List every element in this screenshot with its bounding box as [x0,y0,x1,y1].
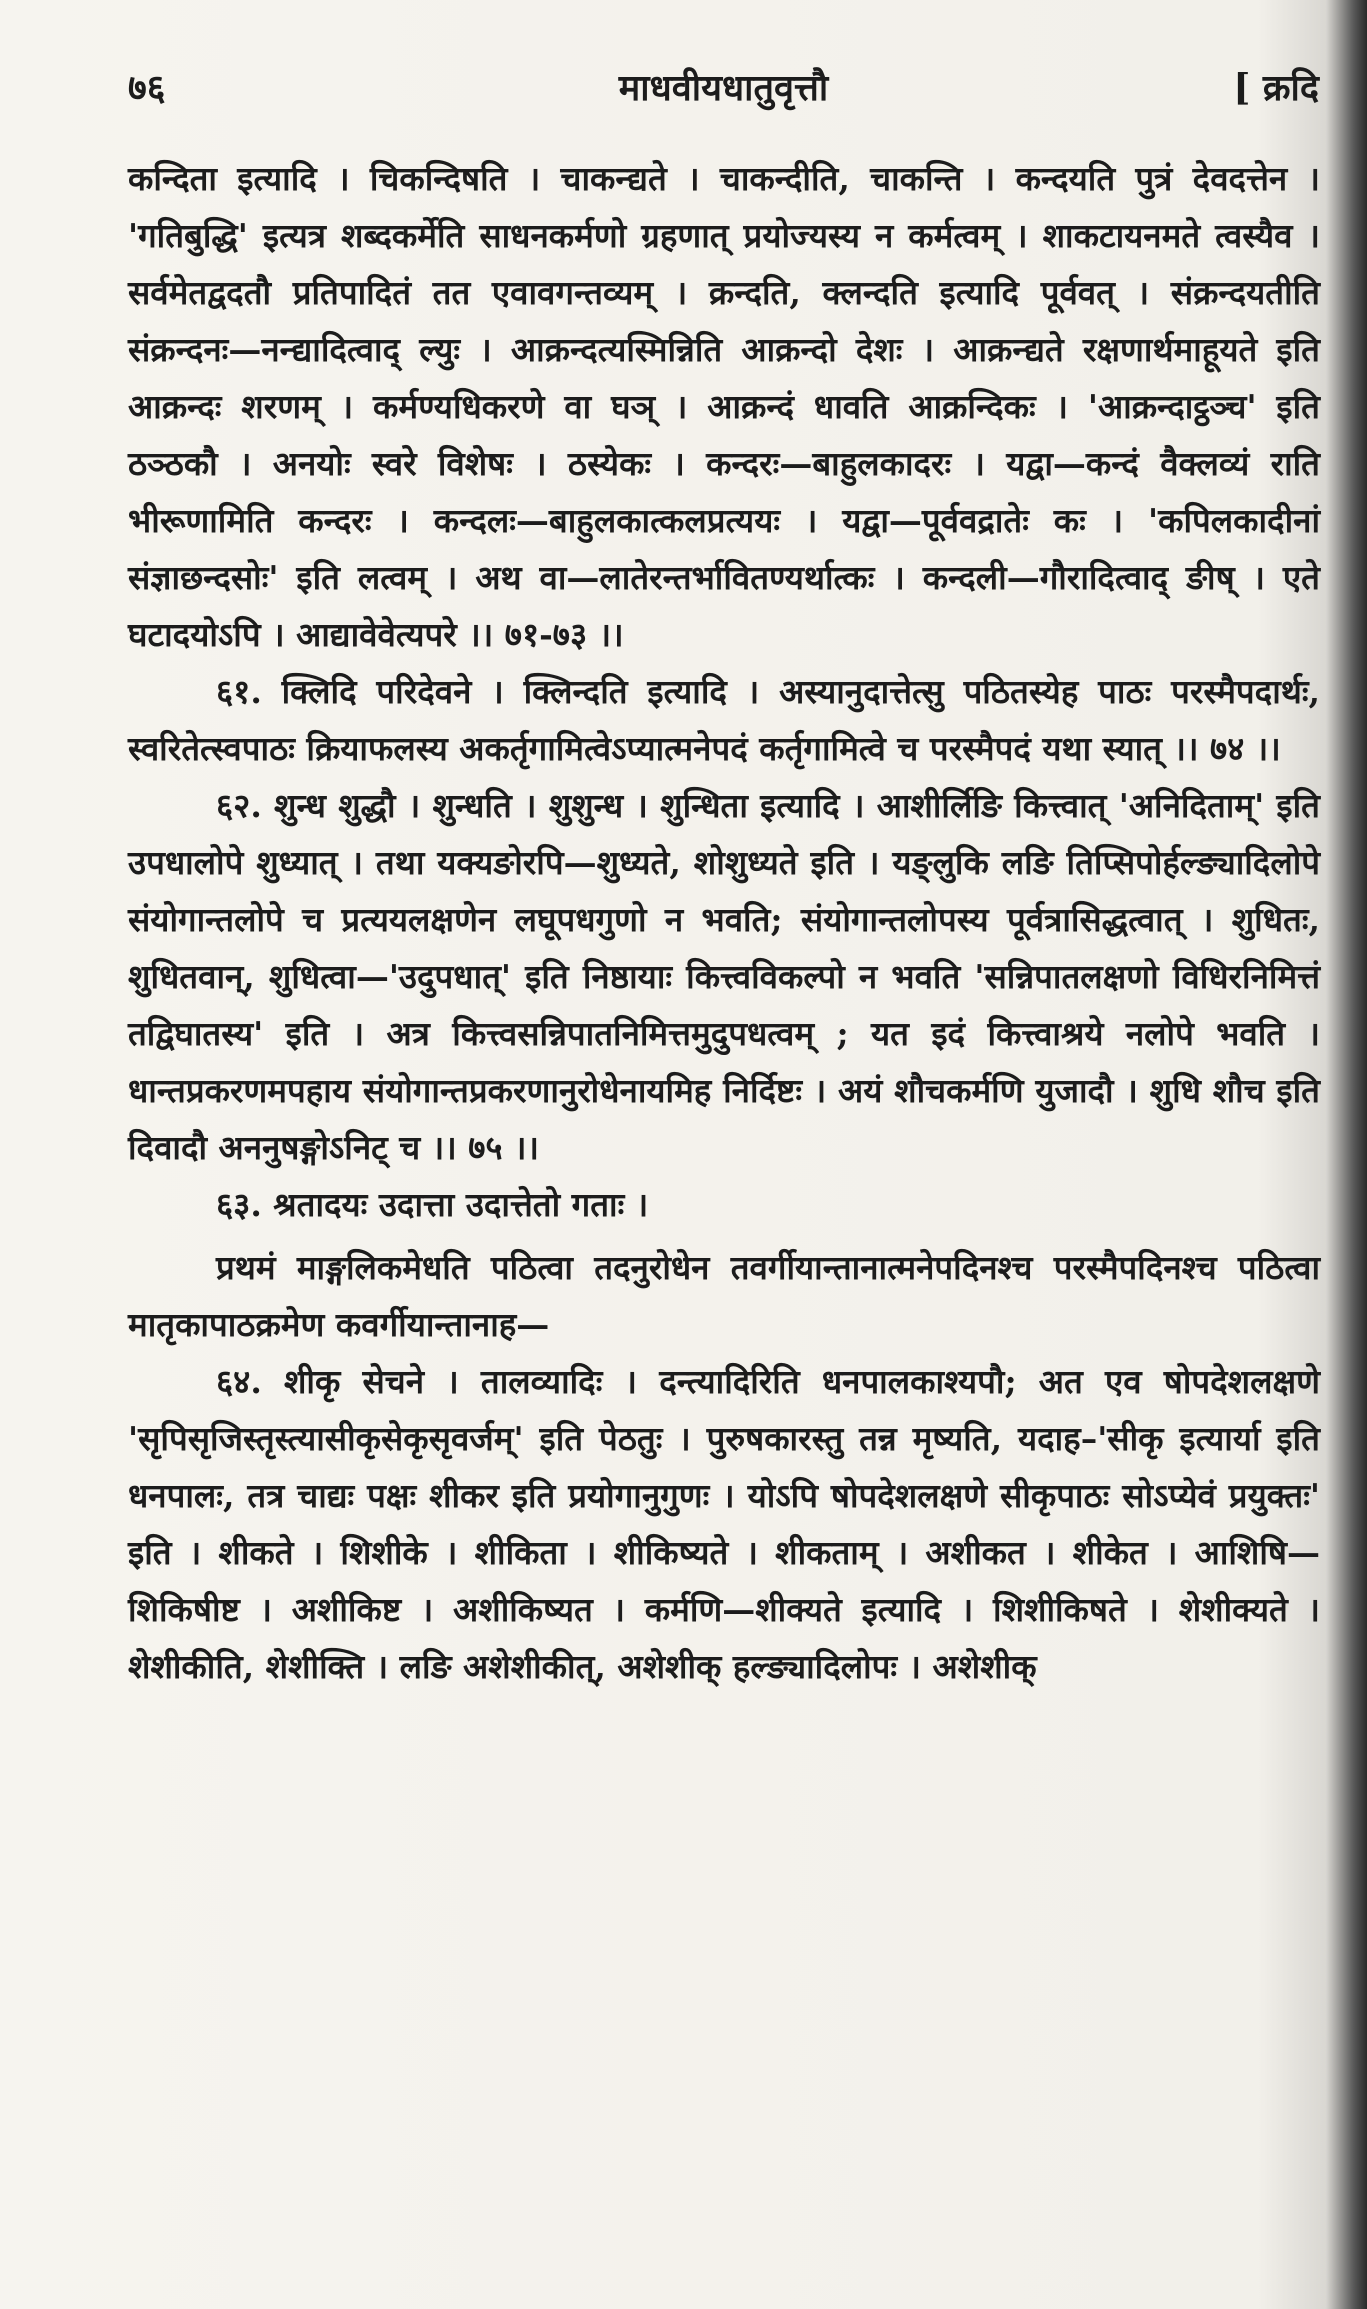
paragraph-63: ६३. श्रतादयः उदात्ता उदात्तेतो गताः । [216,1185,649,1224]
paragraph-64: ६४. शीकृ सेचने । तालव्यादिः । दन्त्यादिरिति धनपालकाश्यपौ; अत एव षोपदेशलक्षणे 'सृपिसृजिस्तृस्त्यासीकृसेकृसृवर्जम्' इति पेठतुः । पुरुषकारस्तु तन्न मृष्यति, यदाह–'सीकृ इत्यार्या इति धनपालः, तत्र चाद्यः पक्षः शीकर इति प्रयोगानुगुणः । योऽपि षोपदेशलक्षणे सीकृपाठः सोऽप्येवं प्रयुक्तः' इति । शीकते । शिशीके । शीकिता । शीकिष्यते । शीकताम् । अशीकत । शीकेत । आशिषि—शिकिषीष्ट । अशीकिष्ट । अशीकिष्यत । कर्मणि—शीक्यते इत्यादि । शिशीकिषते । शेशीक्यते । शेशीकीति, शेशीक्ति । लङि अशेशीकीत्, अशेशीक् हल्ङ्यादिलोपः । अशेशीक् [128,1362,1320,1686]
page-header [128,58,1319,118]
paragraph-krandi: कन्दिता इत्यादि । चिकन्दिषति । चाकन्द्यते । चाकन्दीति, चाकन्ति । कन्दयति पुत्रं देवदत्तेन । 'गतिबुद्धि' इत्यत्र शब्दकर्मेति साधनकर्मणो ग्रहणात् प्रयोज्यस्य न कर्मत्वम् । शाकटायनमते त्वस्यैव । सर्वमेतद्वदतौ प्रतिपादितं तत एवावगन्तव्यम् । क्रन्दति, क्लन्दति इत्यादि पूर्ववत् । संक्रन्दयतीति संक्रन्दनः—नन्द्यादित्वाद् ल्युः । आक्रन्दत्यस्मिन्निति आक्रन्दो देशः । आक्रन्द्यते रक्षणार्थमाहूयते इति आक्रन्दः शरणम् । कर्मण्यधिकरणे वा घञ् । आक्रन्दं धावति आक्रन्दिकः । 'आक्रन्दाट्ठञ्च' इति ठञ्ठकौ । अनयोः स्वरे विशेषः । ठस्येकः । कन्दरः—बाहुलकादरः । यद्वा—कन्दं वैक्लव्यं राति भीरूणामिति कन्दरः । कन्दलः—बाहुलकात्कलप्रत्ययः । यद्वा—पूर्ववद्रातेः कः । 'कपिलकादीनां संज्ञाछन्दसोः' इति लत्वम् । अथ वा—लातेरन्तर्भावितण्यर्थात्कः । कन्दली—गौरादित्वाद् ङीष् । एते घटादयोऽपि । आद्यावेवेत्यपरे ।। ७१-७३ ।। [128,159,1320,654]
page-number: ७६ [128,67,166,109]
page-body [128,150,1320,1695]
section-marker: [ क्रदि [1233,67,1319,109]
paragraph-61: ६१. क्लिदि परिदेवने । क्लिन्दति इत्यादि । अस्यानुदात्तेत्सु पठितस्येह पाठः परस्मैपदार्थः, स्वरितेत्स्वपाठः क्रियाफलस्य अकर्तृगामित्वेऽप्यात्मनेपदं कर्तृगामित्वे च परस्मैपदं यथा स्यात् ।। ७४ ।। [128,672,1320,768]
paragraph-note: प्रथमं माङ्गलिकमेधति पठित्वा तदनुरोधेन तवर्गीयान्तानात्मनेपदिनश्च परस्मैपदिनश्च पठित्वा मातृकापाठक्रमेण कवर्गीयान्तानाह— [128,1248,1320,1344]
paragraph-62: ६२. शुन्ध शुद्धौ । शुन्धति । शुशुन्ध । शुन्धिता इत्यादि । आशीर्लिङि कित्त्वात् 'अनिदिताम्' इति उपधालोपे शुध्यात् । तथा यक्यङोरपि—शुध्यते, शोशुध्यते इति । यङ्लुकि लङि तिप्सिपोर्हल्ङ्यादिलोपे संयोगान्तलोपे च प्रत्ययलक्षणेन लघूपधगुणो न भवति; संयोगान्तलोपस्य पूर्वत्रासिद्धत्वात् । शुधितः, शुधितवान्, शुधित्वा—'उदुपधात्' इति निष्ठायाः कित्त्वविकल्पो न भवति 'सन्निपातलक्षणो विधिरनिमित्तं तद्विघातस्य' इति । अत्र कित्त्वसन्निपातनिमित्तमुदुपधत्वम् ; यत इदं कित्त्वाश्रये नलोपे भवति । धान्तप्रकरणमपहाय संयोगान्तप्रकरणानुरोधेनायमिह निर्दिष्टः । अयं शौचकर्मणि युजादौ । शुधि शौच इति दिवादौ अननुषङ्गोऽनिट् च ।। ७५ ।। [128,786,1320,1167]
running-title: माधवीयधातुवृत्तौ [618,67,829,109]
